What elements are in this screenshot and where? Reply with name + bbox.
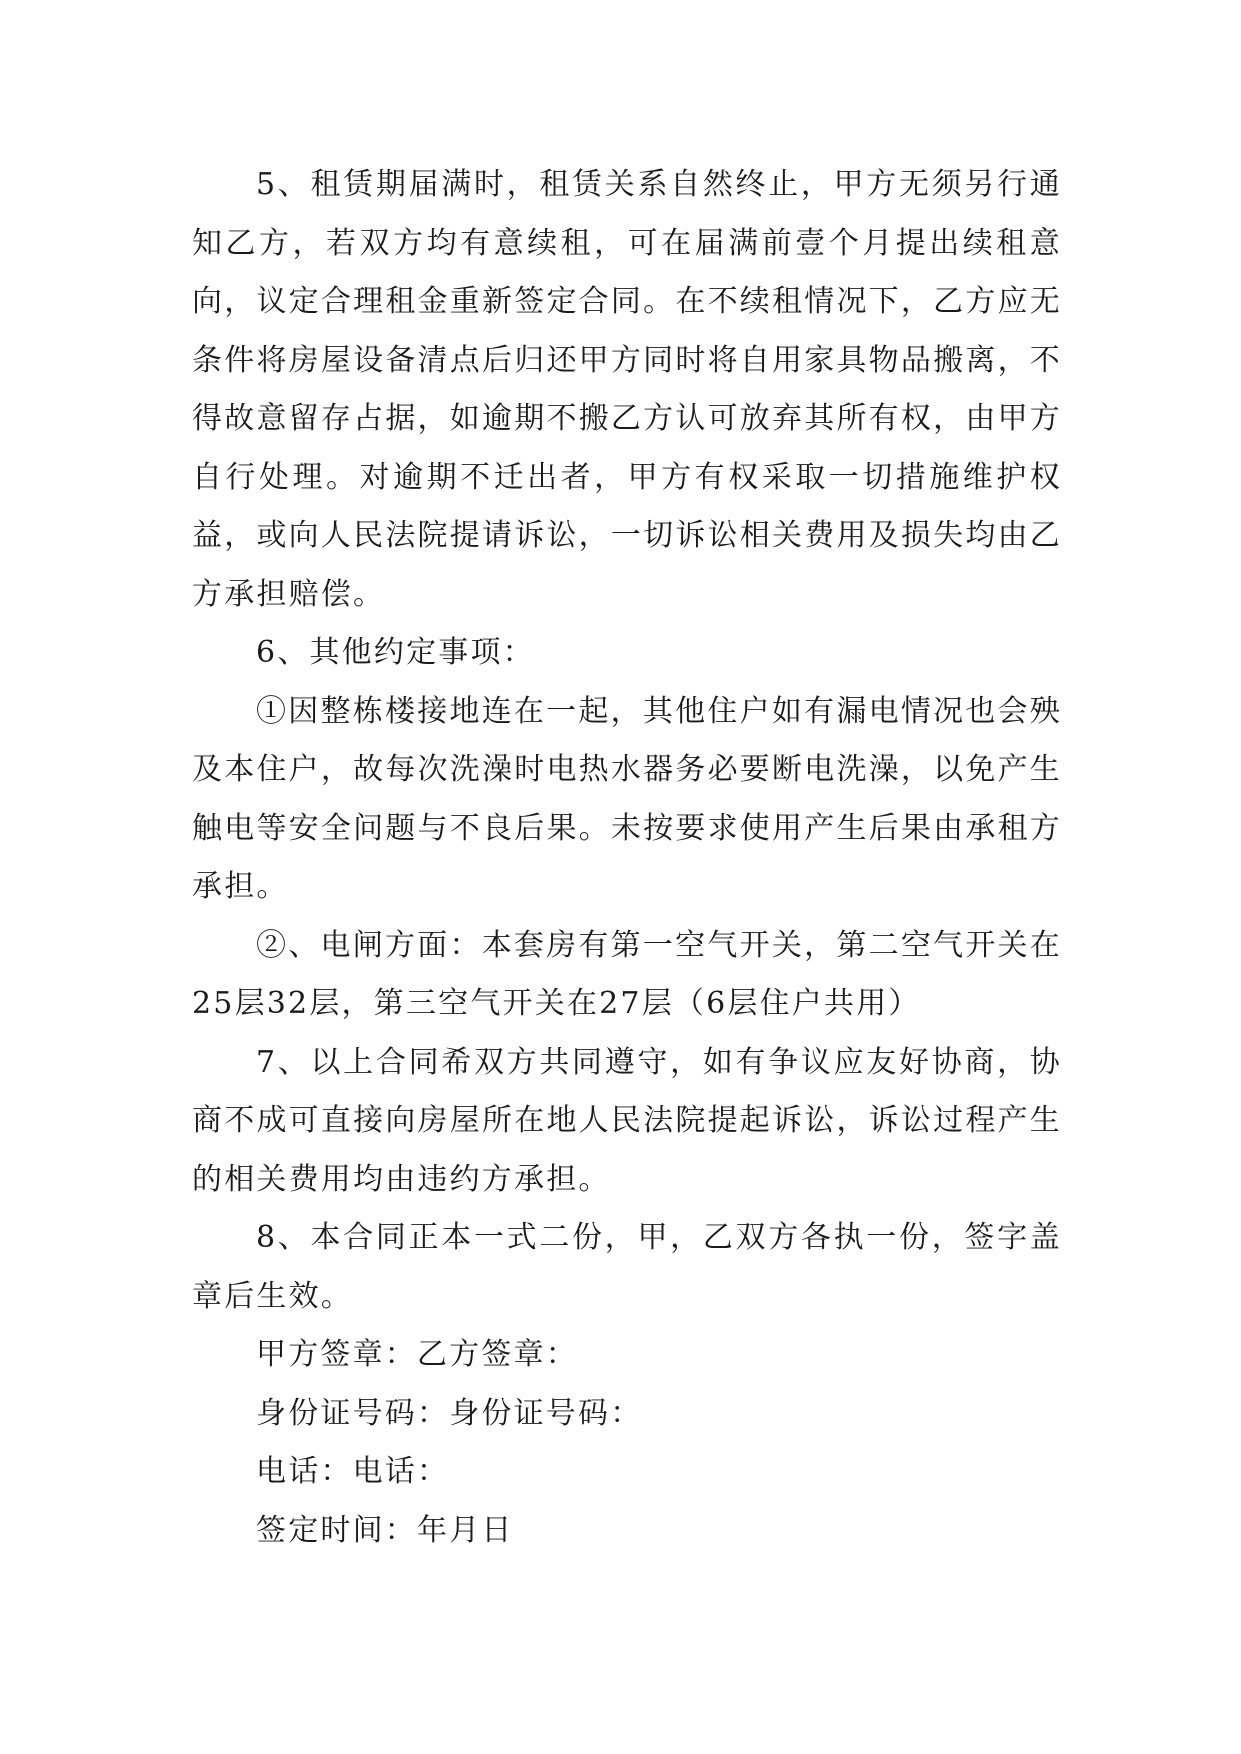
phone-line: [192, 1443, 1062, 1502]
month-label: 月: [449, 1512, 482, 1548]
sign-date-line: [192, 1502, 1062, 1561]
party-a-phone-label: 电话：: [256, 1454, 353, 1489]
clause-6-item-1: ①因整栋楼接地连在一起，其他住户如有漏电情况也会殃及本住户，故每次洗澡时电热水器务必要断电洗澡，以免产生触电等安全问题与不良后果。未按要求使用产生后果由承租方承担。: [192, 693, 1062, 904]
party-b-id-label: 身份证号码：: [449, 1395, 643, 1431]
clause-6-item-2: ②、电闸方面：本套房有第一空气开关，第二空气开关在25层32层，第三空气开关在27层（6层住户共用）: [192, 927, 1062, 1021]
seal-line: [192, 1326, 1062, 1385]
party-b-seal-label: 乙方签章：: [417, 1337, 578, 1372]
party-a-id-label: 身份证号码：: [256, 1395, 450, 1431]
party-a-seal-label: 甲方签章：: [256, 1337, 417, 1372]
clause-8-paragraph: 8、本合同正本一式二份，甲，乙双方各执一份，签字盖章后生效。: [192, 1220, 1062, 1314]
sign-date-label: 签定时间：: [256, 1512, 417, 1548]
clause-7-paragraph: 7、以上合同希双方共同遵守，如有争议应友好协商，协商不成可直接向房屋所在地人民法院提起诉讼，诉讼过程产生的相关费用均由违约方承担。: [192, 1044, 1062, 1197]
day-label: 日: [481, 1512, 514, 1548]
year-label: 年: [417, 1512, 450, 1548]
party-b-phone-label: 电话：: [352, 1454, 450, 1489]
clause-6-heading: 6、其他约定事项：: [256, 635, 535, 670]
contract-body: [192, 156, 1062, 1560]
id-number-line: [192, 1385, 1062, 1444]
clause-5-paragraph: 5、租赁期届满时，租赁关系自然终止，甲方无须另行通知乙方，若双方均有意续租，可在届满前壹个月提出续租意向，议定合理租金重新签定合同。在不续租情况下，乙方应无条件将房屋设备清点后归还甲方同时将自用家具物品搬离，不得故意留存占据，如逾期不搬乙方认可放弃其所有权，由甲方自行处理。对逾期不迁出者，甲方有权采取一切措施维护权益，或向人民法院提请诉讼，一切诉讼相关费用及损失均由乙方承担赔偿。: [192, 167, 1062, 612]
